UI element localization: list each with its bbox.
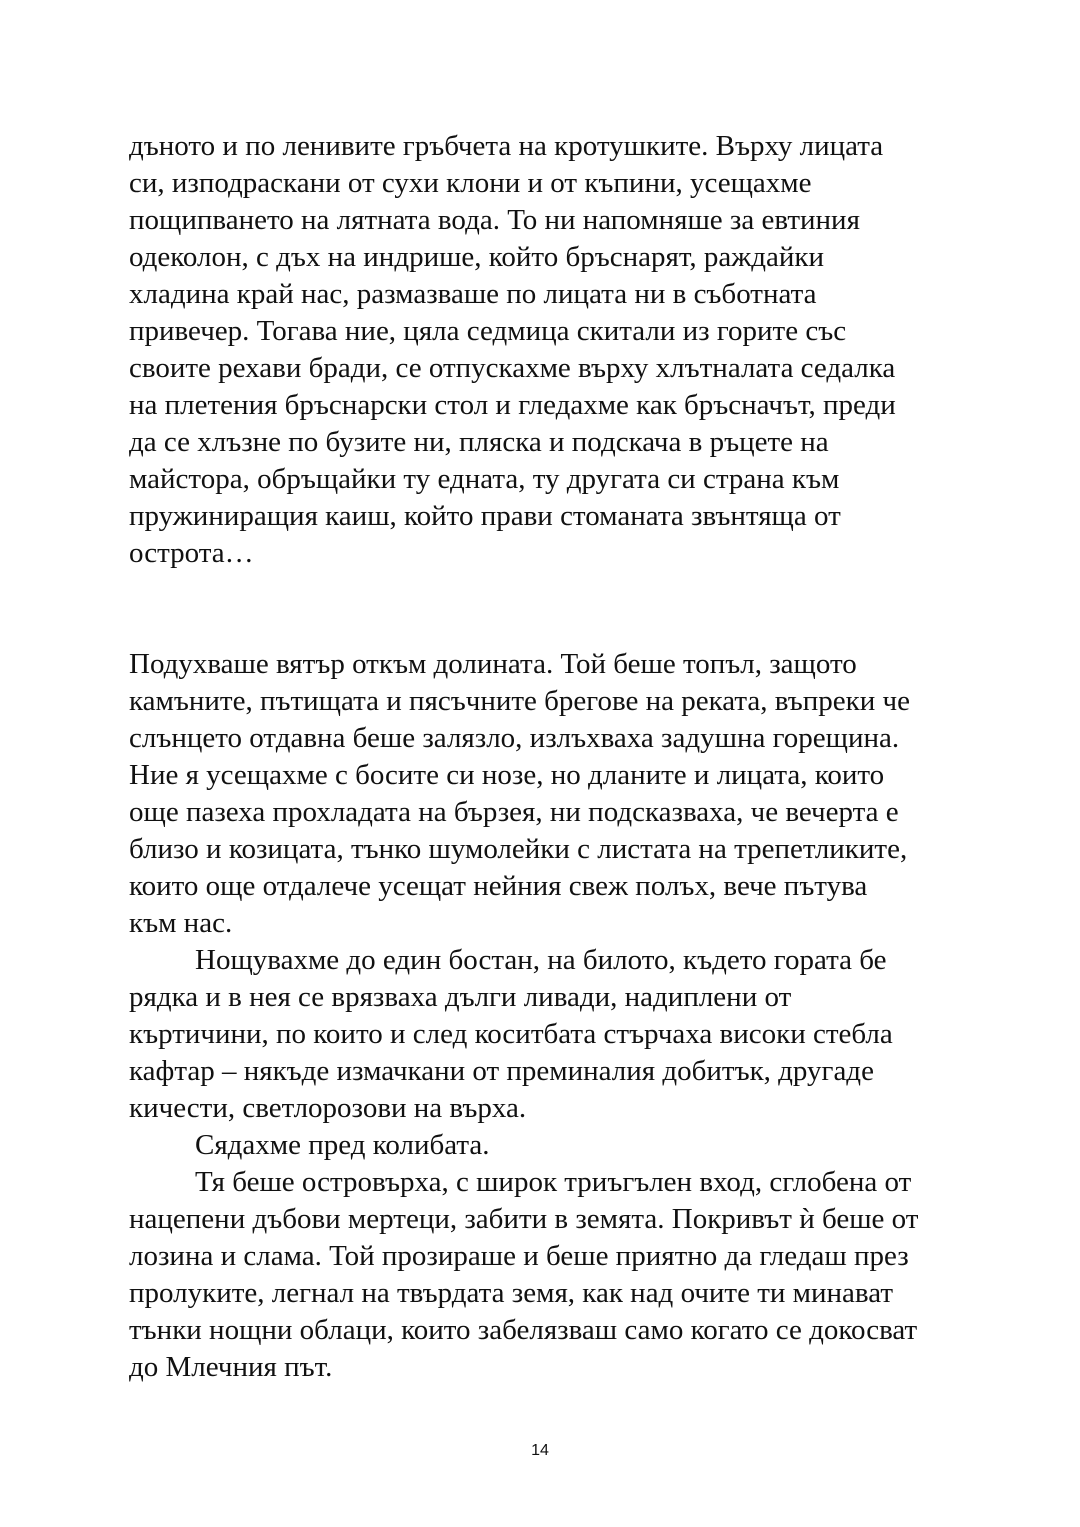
text-line: си, изподраскани от сухи клони и от къпини, усещахме	[129, 167, 812, 199]
text-line: Тя беше островърха, с широк триъгълен вход, сглобена от	[195, 1166, 912, 1198]
text-line: Подухваше вятър откъм долината. Той беше топъл, защото	[129, 648, 857, 680]
text-line: пролуките, легнал на твърдата земя, как над очите ти минават	[129, 1277, 894, 1309]
text-line: рядка и в нея се врязваха дълги ливади, надиплени от	[129, 981, 792, 1013]
text-line: одеколон, с дъх на индрише, който бръснарят, раждайки	[129, 241, 824, 273]
text-line: кафтар – някъде измачкани от преминалия добитък, другаде	[129, 1055, 874, 1087]
text-line: острота…	[129, 537, 254, 569]
text-line: слънцето отдавна беше залязло, излъхваха задушна горещина.	[129, 722, 900, 754]
text-line: близо и козицата, тънко шумолейки с листата на трепетликите,	[129, 833, 908, 865]
text-line: на плетения бръснарски стол и гледахме как бръсначът, преди	[129, 389, 896, 421]
text-line: майстора, обръщайки ту едната, ту другата си страна към	[129, 463, 840, 495]
text-line: привечер. Тогава ние, цяла седмица скитали из горите със	[129, 315, 847, 347]
text-line: дъното и по ленивите гръбчета на кротушките. Върху лицата	[129, 130, 884, 162]
paragraph	[129, 942, 989, 1127]
text-line: към нас.	[129, 907, 233, 939]
text-line: нацепени дъбови мертеци, забити в земята. Покривът ѝ беше от	[129, 1203, 919, 1235]
page-number: 14	[531, 1442, 549, 1459]
paragraph	[129, 1164, 989, 1386]
text-line: камъните, пътищата и пясъчните брегове на реката, въпреки че	[129, 685, 910, 717]
text-line: Ние я усещахме с босите си нозе, но дланите и лицата, които	[129, 759, 885, 791]
text-line: да се хлъзне по бузите ни, пляска и подскача в ръцете на	[129, 426, 829, 458]
page-body	[129, 128, 989, 1386]
text-line: до Млечния път.	[129, 1351, 333, 1383]
text-line: пружиниращия каиш, който прави стоманата звънтяща от	[129, 500, 841, 532]
text-line: които още отдалече усещат нейния свеж полъх, вече пътува	[129, 870, 868, 902]
text-line: своите рехави бради, се отпускахме върху хлътналата седалка	[129, 352, 896, 384]
text-line: лозина и слама. Той прозираше и беше приятно да гледаш през	[129, 1240, 909, 1272]
text-line: кичести, светлорозови на върха.	[129, 1092, 527, 1124]
text-line: хладина край нас, размазваше по лицата ни в съботната	[129, 278, 817, 310]
text-line: Сядахме пред колибата.	[195, 1129, 490, 1161]
text-line: Нощувахме до един бостан, на билото, където гората бе	[195, 944, 887, 976]
text-line: пощипването на лятната вода. То ни напомняше за евтиния	[129, 204, 860, 236]
text-line: къртичини, по които и след коситбата стърчаха високи стебла	[129, 1018, 893, 1050]
text-line: тънки нощни облаци, които забелязваш само когато се докосват	[129, 1314, 918, 1346]
paragraph	[129, 646, 989, 942]
paragraph	[129, 1127, 989, 1164]
paragraph	[129, 128, 989, 572]
section-break	[129, 572, 989, 646]
text-line: още пазеха прохладата на бързея, ни подсказваха, че вечерта е	[129, 796, 899, 828]
